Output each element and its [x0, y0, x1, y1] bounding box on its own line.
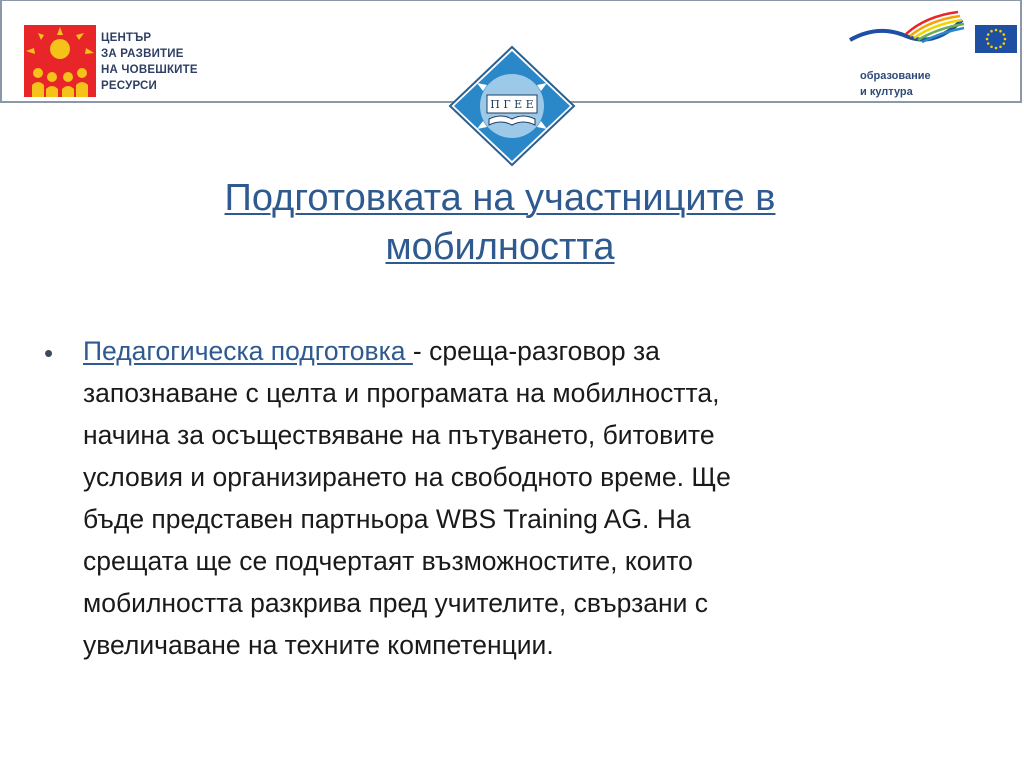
title-line-2[interactable]: мобилността [385, 226, 615, 268]
bullet-line-8: увеличаване на техните компетенции. [83, 630, 554, 660]
bullet-marker: • [44, 338, 54, 368]
school-emblem-icon [447, 45, 577, 167]
bullet-line-1-rest: - среща-разговор за [412, 336, 660, 366]
bullet-line-7: мобилността разкрива пред учителите, свързани с [83, 588, 709, 618]
hrdc-sun-logo-icon [24, 25, 96, 97]
bullet-line-6: срещата ще се подчертаят възможностите, които [83, 546, 693, 576]
bullet-line-1 [83, 330, 943, 372]
bullet-line-2: запознаване с целта и програмата на мобилността, [83, 378, 720, 408]
bullet-line-5: бъде представен партньора WBS Training AG. На [83, 504, 691, 534]
eu-flag-icon [975, 25, 1017, 53]
emblem-letters: П Г Е Е [490, 98, 534, 111]
bullet-item [83, 330, 943, 666]
hrdc-line-4: РЕСУРСИ [101, 80, 158, 92]
program-line-1: образование [860, 70, 931, 82]
hrdc-org-name [101, 30, 198, 94]
pedagogical-preparation-link[interactable]: Педагогическа подготовка [83, 336, 413, 366]
llp-swoosh-icon [848, 10, 966, 52]
hrdc-line-2: ЗА РАЗВИТИЕ [101, 48, 184, 60]
program-line-2: и култура [860, 86, 913, 98]
hrdc-line-3: НА ЧОВЕШКИТЕ [101, 64, 198, 76]
slide-title[interactable] [150, 174, 850, 272]
title-line-1[interactable]: Подготовката на участниците в [224, 177, 776, 219]
bullet-line-3: начина за осъществяване на пътуването, битовите [83, 420, 715, 450]
program-name [860, 68, 931, 100]
hrdc-line-1: ЦЕНТЪР [101, 32, 152, 44]
bullet-line-4: условия и организирането на свободното време. Ще [83, 462, 731, 492]
